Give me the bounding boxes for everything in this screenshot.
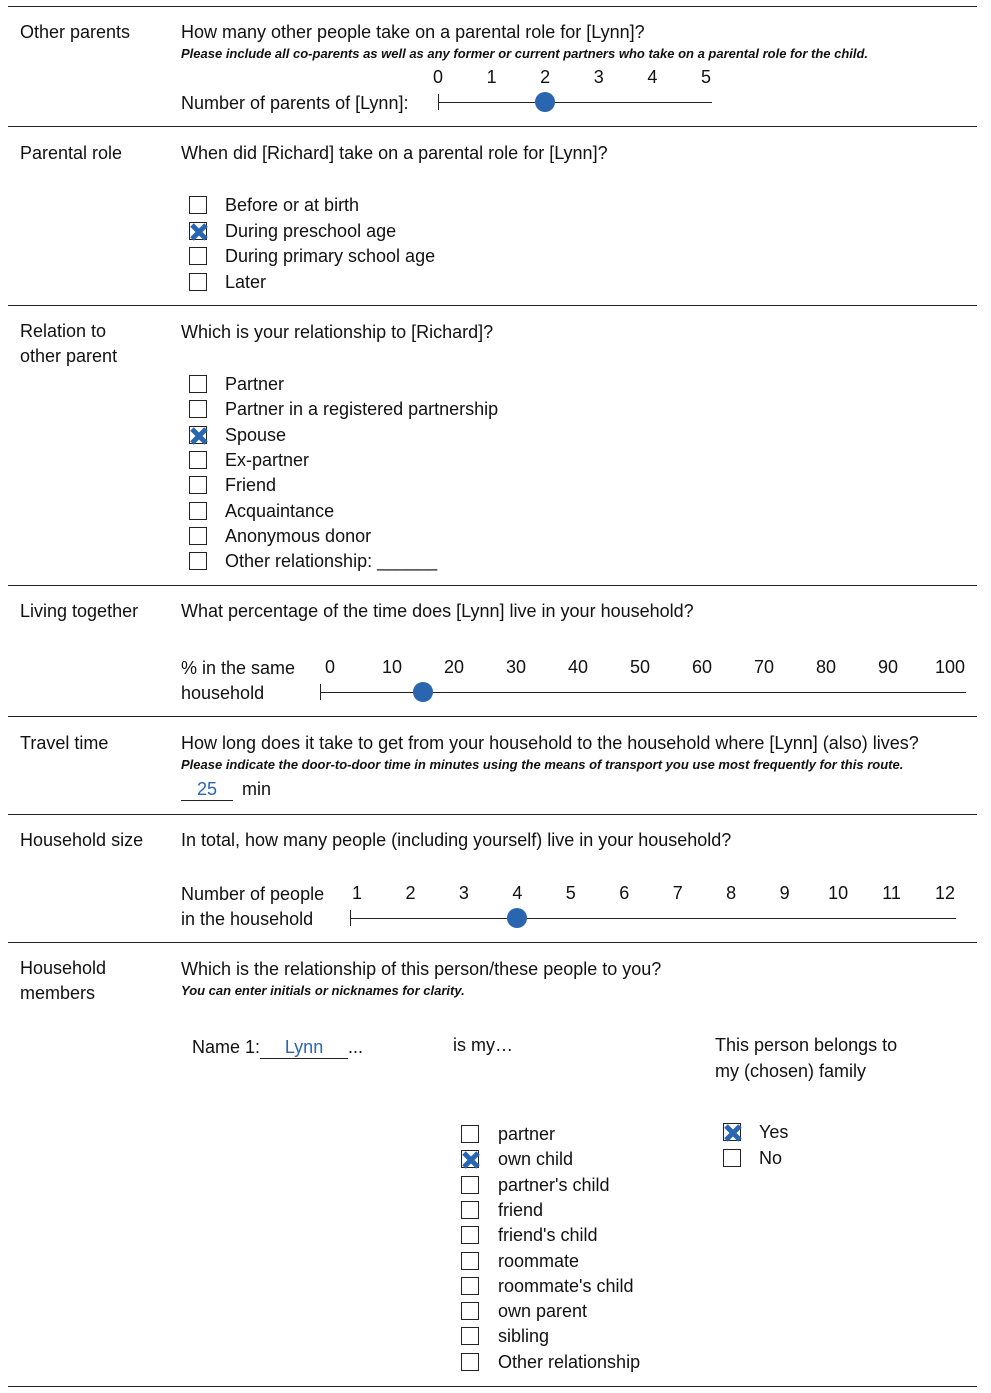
checkbox[interactable] [189, 527, 207, 545]
option-label: partner's child [498, 1174, 610, 1195]
option-label: friend's child [498, 1225, 598, 1246]
checkbox[interactable] [461, 1150, 479, 1168]
section-label: Household [20, 958, 107, 978]
option-label: roommate's child [498, 1275, 634, 1296]
section-divider [8, 814, 977, 815]
checkbox[interactable] [461, 1252, 479, 1270]
tick-label: 7 [672, 883, 683, 903]
parents-slider[interactable] [0, 0, 991, 126]
slider-label: Number of people [181, 884, 325, 904]
family-question: my (chosen) family [715, 1061, 867, 1081]
checkbox[interactable] [461, 1327, 479, 1345]
slider-track[interactable] [438, 102, 712, 103]
checkbox[interactable] [461, 1302, 479, 1320]
slider-start-marker [320, 684, 321, 700]
checkbox[interactable] [189, 375, 207, 393]
tick-label: 100 [934, 657, 966, 677]
tick-label: 4 [512, 883, 523, 903]
slider-label: in the household [181, 909, 314, 929]
option-label: Partner in a registered partnership [225, 399, 499, 420]
slider-thumb[interactable] [413, 682, 433, 702]
checkmark-x-icon [188, 221, 210, 243]
option-label: During preschool age [225, 220, 397, 241]
option-label: partner [498, 1124, 556, 1144]
option-label: Other relationship: ______ [225, 551, 438, 572]
question-text: How long does it take to get from your household to the household where [Lynn] (also) lives? [181, 733, 919, 753]
question-note: You can enter initials or nicknames for clarity. [181, 983, 465, 998]
option-label: Ex-partner [225, 449, 310, 470]
option-label: Acquaintance [225, 500, 335, 521]
option-label: During primary school age [225, 246, 436, 266]
tick-label: 20 [443, 657, 465, 677]
tick-label: 30 [505, 657, 527, 677]
option-label: Spouse [225, 424, 287, 445]
tick-label: 10 [828, 883, 849, 903]
is-my-label: is my… [453, 1035, 513, 1055]
slider-track[interactable] [350, 918, 956, 919]
tick-label: 50 [629, 657, 651, 677]
checkbox[interactable] [723, 1149, 741, 1167]
section-label: members [20, 983, 96, 1003]
checkmark-x-icon [722, 1122, 744, 1144]
section-label: Travel time [20, 733, 109, 753]
section-label: Living together [20, 601, 139, 621]
section-divider [8, 126, 977, 127]
option-label: own child [498, 1149, 574, 1170]
option-label: No [759, 1148, 783, 1168]
travel-time-entry [181, 778, 271, 801]
checkbox[interactable] [189, 552, 207, 570]
tick-label: 12 [934, 883, 956, 903]
checkmark-x-icon [188, 425, 210, 447]
tick-label: 1 [486, 67, 497, 87]
option-label: own parent [498, 1301, 588, 1322]
slider-label: % in the same [181, 658, 296, 678]
question-note: Please indicate the door-to-door time in minutes using the means of transport you use most frequently for this route. [181, 757, 904, 772]
checkbox[interactable] [189, 502, 207, 520]
checkbox[interactable] [461, 1353, 479, 1371]
question-text: Which is the relationship of this person/these people to you? [181, 959, 662, 979]
option-label: Friend [225, 475, 277, 496]
tick-label: 70 [753, 657, 775, 677]
tick-label: 10 [381, 657, 403, 677]
tick-label: 90 [877, 657, 899, 677]
section-label: Other parents [20, 22, 131, 42]
checkbox[interactable] [461, 1176, 479, 1194]
slider-start-marker [350, 910, 351, 926]
checkbox[interactable] [461, 1226, 479, 1244]
tick-label: 0 [432, 67, 443, 87]
checkbox[interactable] [189, 451, 207, 469]
section-divider [8, 1386, 977, 1387]
tick-label: 60 [691, 657, 713, 677]
section-label: Relation to [20, 321, 107, 341]
checkbox[interactable] [723, 1123, 741, 1141]
tick-label: 80 [815, 657, 837, 677]
tick-label: 40 [567, 657, 589, 677]
name-prefix: Name 1: [192, 1037, 261, 1057]
slider-thumb[interactable] [507, 908, 527, 928]
checkbox[interactable] [189, 273, 207, 291]
checkbox[interactable] [189, 426, 207, 444]
family-question: This person belongs to [715, 1035, 898, 1055]
checkbox[interactable] [189, 476, 207, 494]
tick-label: 6 [619, 883, 630, 903]
tick-label: 3 [593, 67, 604, 87]
checkbox[interactable] [461, 1201, 479, 1219]
option-label: Later [225, 271, 267, 292]
question-text: How many other people take on a parental role for [Lynn]? [181, 22, 645, 42]
slider-label: Number of parents of [Lynn]: [181, 93, 409, 113]
checkmark-x-icon [460, 1149, 482, 1171]
question-text: When did [Richard] take on a parental role for [Lynn]? [181, 143, 608, 163]
slider-track[interactable] [320, 692, 966, 693]
tick-label: 0 [324, 657, 335, 677]
checkbox[interactable] [189, 196, 207, 214]
section-divider [8, 942, 977, 943]
option-label: roommate [498, 1250, 580, 1271]
question-text: What percentage of the time does [Lynn] live in your household? [181, 601, 694, 621]
slider-label: household [181, 683, 265, 703]
unit-label: min [242, 779, 272, 799]
tick-label: 3 [458, 883, 469, 903]
option-label: Other relationship [498, 1351, 641, 1372]
slider-thumb[interactable] [535, 92, 555, 112]
tick-label: 2 [540, 67, 551, 87]
name-suffix: ... [348, 1037, 364, 1057]
checkbox[interactable] [461, 1277, 479, 1295]
tick-label: 9 [779, 883, 790, 903]
option-label: Partner [225, 374, 285, 394]
section-label: other parent [20, 346, 118, 366]
name-input[interactable]: Lynn [260, 1036, 348, 1059]
section-label: Parental role [20, 143, 123, 163]
question-note: Please include all co-parents as well as any former or current partners who take on a parental role for the child. [181, 46, 869, 61]
option-label: sibling [498, 1326, 550, 1347]
option-label: friend [498, 1199, 544, 1220]
tick-label: 11 [882, 883, 901, 903]
option-label: Anonymous donor [225, 525, 372, 546]
name-entry [192, 1036, 363, 1059]
tick-label: 5 [700, 67, 711, 87]
tick-label: 2 [405, 883, 416, 903]
question-text: In total, how many people (including yourself) live in your household? [181, 830, 732, 850]
tick-label: 4 [647, 67, 658, 87]
question-text: Which is your relationship to [Richard]? [181, 322, 494, 342]
option-label: Yes [759, 1122, 789, 1142]
section-divider [8, 305, 977, 306]
section-label: Household size [20, 830, 144, 850]
option-label: Before or at birth [225, 195, 360, 215]
checkbox[interactable] [189, 247, 207, 265]
tick-label: 1 [351, 883, 362, 903]
section-divider [8, 716, 977, 717]
tick-label: 8 [726, 883, 737, 903]
section-divider [8, 585, 977, 586]
checkbox[interactable] [189, 222, 207, 240]
tick-label: 5 [565, 883, 576, 903]
checkbox[interactable] [189, 400, 207, 418]
travel-time-input[interactable]: 25 [181, 778, 233, 801]
checkbox[interactable] [461, 1125, 479, 1143]
